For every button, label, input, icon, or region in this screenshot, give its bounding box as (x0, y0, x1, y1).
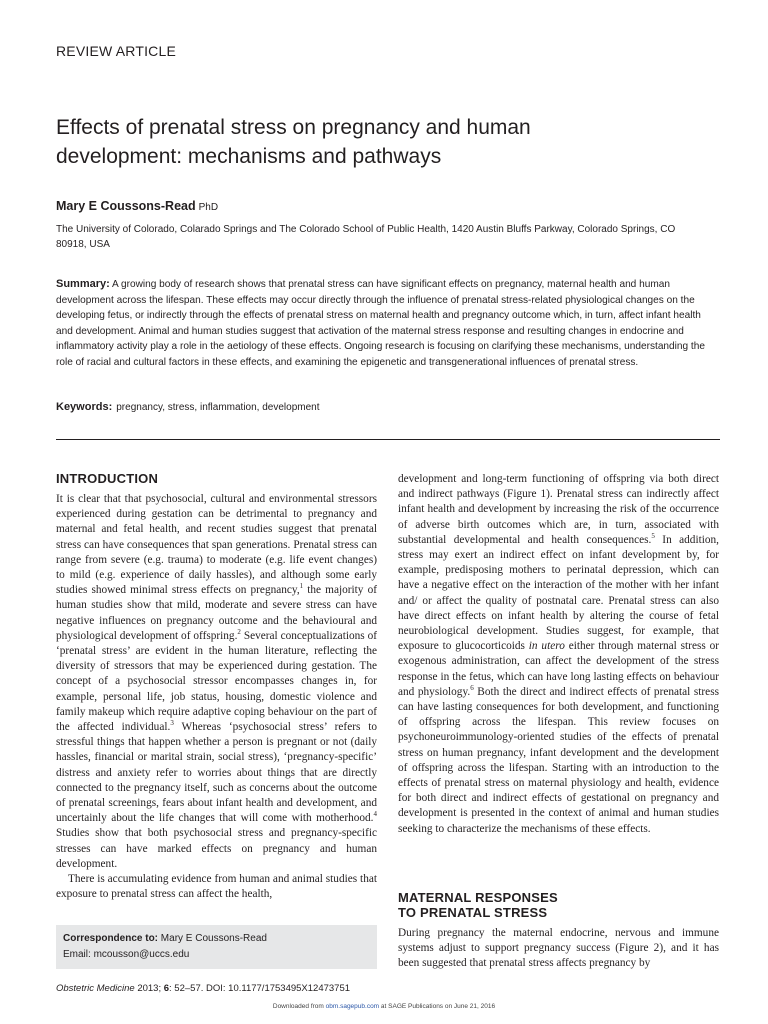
ref-6[interactable]: 6 (470, 684, 474, 693)
maternal-paragraph-1: During pregnancy the maternal endocrine, nervous and immune systems adjust to support pregnancy success (Figure 2), and it has been suggested that prenatal stress affects pregnancy by (398, 927, 719, 970)
ref-1[interactable]: 1 (299, 582, 304, 591)
ref-2[interactable]: 2 (237, 628, 241, 637)
intro-paragraph-2: There is accumulating evidence from human and animal studies that exposure to prenatal stress can affect the health, (56, 873, 377, 901)
citation-year: 2013; (137, 983, 162, 994)
intro-text: It is clear that that psychosocial, cultural and environmental stressors experienced during gestation can be detrimental to pregnancy and maternal and fetal health, and recent studies suggest that prenatal stress can have consequences that span generations. Prenatal stress can range from severe (e.g. trauma) to moderate (e.g. life event changes) to mild (e.g. experience of daily hassles), and although some early studies showed minimal stress effects on pregnancy, (56, 493, 377, 597)
correspondence-box (56, 925, 377, 969)
body-text: Both the direct and indirect effects of prenatal stress can have lasting consequences for both development, and functioning of offspring across the lifespan. This review focuses on psychoneuroimmunology-oriented studies of the effects of prenatal stress on human pregnancy, infant development and the development of offspring across the lifespan. Starting with an introduction to the effects of prenatal stress on maternal physiology and health, evidence for both direct and indirect effects of gestational on pregnancy and development is presented in the context of animal and human studies seeking to characterize the mechanisms of these effects. (398, 685, 719, 835)
maternal-body (398, 926, 719, 972)
intro-text: Studies show that both psychosocial stress and pregnancy-specific stresses can have marked effects on pregnancy and human development. (56, 827, 377, 870)
title-line-2: development: mechanisms and pathways (56, 145, 442, 168)
body-text: either through maternal stress or exogenous administration, can affect the development of the stress response in the fetus, which can have long lasting effects on behaviour and physiology. (398, 640, 720, 698)
title-line-1: Effects of prenatal stress on pregnancy and human (56, 116, 531, 139)
section-divider (56, 439, 720, 440)
ref-5[interactable]: 5 (651, 532, 655, 541)
keywords (56, 401, 320, 413)
summary-text: A growing body of research shows that prenatal stress can have significant effects on pregnancy, maternal health and human development across the lifespan. These effects may occur directly through the influence of prenatal stress-related physiological changes on the developing fetus, or indirectly through the effects of prenatal stress on maternal health and pregnancy outcome which, in turn, affect infant health and development. Animal and human studies suggest that activation of the maternal stress response and resulting changes in endocrine and inflammatory activity play a role in the aetiology of these effects. Ongoing research is focusing on clarifying these mechanisms, understanding the role of racial and cultural factors in these effects, and examining the epigenetic and transgenerational influences of prenatal stress. (56, 279, 705, 368)
keywords-text: pregnancy, stress, inflammation, development (116, 402, 320, 413)
download-notice (0, 1003, 768, 1010)
correspondence-line (63, 933, 267, 944)
ref-4[interactable]: 4 (373, 810, 377, 819)
download-link[interactable]: obm.sagepub.com (325, 1003, 380, 1010)
heading-line-1: MATERNAL RESPONSES (398, 890, 558, 905)
summary-label: Summary: (56, 278, 110, 290)
journal-name: Obstetric Medicine (56, 983, 135, 994)
abstract (56, 277, 716, 371)
author-line (56, 199, 218, 213)
correspondence-label: Correspondence to: (63, 933, 159, 944)
keywords-label: Keywords: (56, 401, 113, 413)
maternal-responses-heading (398, 890, 558, 920)
article-type-label: REVIEW ARTICLE (56, 43, 177, 59)
intro-text: Several conceptualizations of ‘prenatal stress’ are evident in the human literature, reflecting the diversity of stressors that may be experienced during gestation. The concept of a psychosocial stressor encompasses changes in, for example, personal life, job status, housing, domestic violence and family makeup which require adaptive coping behaviour on the part of the affected individual. (56, 629, 377, 734)
correspondence-email-line (63, 949, 189, 960)
intro-text: Whereas ‘psychosocial stress’ refers to stressful things that happen whether a person is pregnant or not (daily hassles, financial or marital strain, social stress), ‘pregnancy-specific’ distress and anxiety refer to worries about things that are directly connected to the pregnancy itself, such as concerns about the outcome of prenatal screenings, fears about infant health and development, and uncertainly about the life changes that will come with motherhood. (56, 721, 378, 825)
citation-rest[interactable]: : 52–57. DOI: 10.1177/1753495X12473751 (169, 983, 351, 994)
intro-paragraph-1 (56, 492, 377, 872)
heading-line-2: TO PRENATAL STRESS (398, 905, 548, 920)
body-text: In addition, stress may exert an indirect effect on infant development by, for example, predisposing mothers to perinatal depression, which can have a negative effect on the interaction of the mother with her infant and/ or affect the quality of postnatal care. Prenatal stress can also have direct effects on infant health by altering the course of fetal neurobiological development. Studies suggest, for example, that exposure to glucocorticoids (398, 533, 719, 653)
email-label: Email: (63, 949, 91, 960)
continued-paragraph (398, 472, 719, 837)
ref-3[interactable]: 3 (170, 719, 174, 728)
article-title (56, 113, 696, 171)
download-prefix: Downloaded from (272, 1003, 326, 1010)
author-degree: PhD (198, 202, 219, 213)
author-name: Mary E Coussons-Read (56, 199, 196, 213)
correspondence-name: Mary E Coussons-Read (160, 933, 267, 944)
right-column-body (398, 472, 719, 837)
citation-footer (56, 983, 350, 994)
citation-volume: 6 (163, 983, 170, 994)
intro-text: the majority of human studies show that mild, moderate and severe stress can have negative influences on pregnancy outcome and the behavioural and physiological development of offspring. (56, 584, 377, 642)
introduction-heading: INTRODUCTION (56, 471, 159, 486)
correspondence-email[interactable]: mcousson@uccs.edu (93, 949, 190, 960)
left-column-body (56, 492, 377, 902)
author-affiliation: The University of Colorado, Colarado Springs and The Colorado School of Public Health, 1420 Austin Bluffs Parkway, Colorado Springs, CO 80918, USA (56, 224, 676, 250)
in-utero-term: in utero (528, 640, 565, 653)
download-suffix: at SAGE Publications on June 21, 2016 (379, 1003, 496, 1010)
body-text: development and long-term functioning of offspring via both direct and indirect pathways (Figure 1). Prenatal stress can indirectly affect infant health and development by increasing the risk of the occurrence of adverse birth outcomes which are, in turn, associated with substantial developmental and health consequences. (398, 473, 719, 546)
